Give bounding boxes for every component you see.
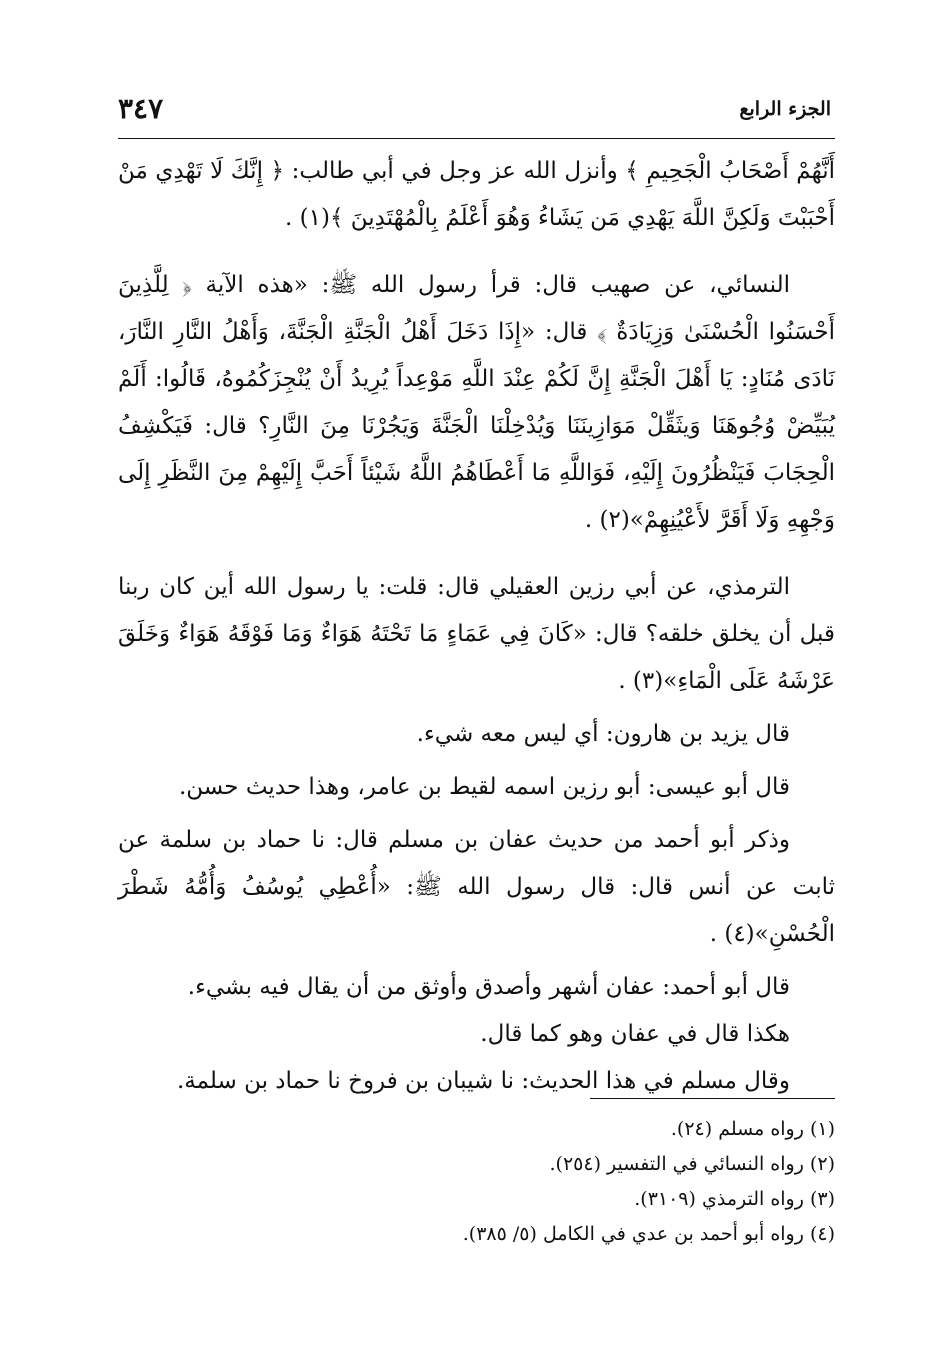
paragraph-abu-ahmad-comment: قال أبو أحمد: عفان أشهر وأصدق وأوثق من أن يقال فيه بشيء.	[187, 974, 790, 1000]
paragraph-muslim-chain: وقال مسلم في هذا الحديث: نا شيبان بن فروخ نا حماد بن سلمة.	[176, 1068, 790, 1094]
paragraph-abu-ahmad-hadith: وذكر أبو أحمد من حديث عفان بن مسلم قال: نا حماد بن سلمة عن ثابت عن أنس قال: قال رسول الله ﷺ: «أُعْطِي يُوسُفُ وَأُمُّهُ شَطْرَ الْحُسْنِ»(٤) .	[118, 827, 835, 947]
paragraph-yazid-comment: قال يزيد بن هارون: أي ليس معه شيء.	[416, 721, 790, 747]
paragraph-tirmidhi-hadith: الترمذي، عن أبي رزين العقيلي قال: قلت: يا رسول الله أين كان ربنا قبل أن يخلق خلقه؟ قال: «كَانَ فِي عَمَاءٍ مَا تَحْتَهُ هَوَاءٌ وَمَا فَوْقَهُ هَوَاءٌ وَخَلَقَ عَرْشَهُ عَلَى الْمَاءِ»(٣) .	[118, 574, 835, 694]
footnotes	[118, 1112, 835, 1252]
page-number: ٣٤٧	[118, 92, 164, 125]
footnote-4: (٤) رواه أبو أحمد بن عدي في الكامل (٥/ ٣٨٥).	[462, 1223, 835, 1245]
running-head: الجزء الرابع	[739, 98, 831, 120]
paragraph-author-comment: هكذا قال في عفان وهو كما قال.	[480, 1021, 790, 1047]
footnote-2: (٢) رواه النسائي في التفسير (٢٥٤).	[549, 1153, 835, 1175]
footnote-divider	[590, 1098, 835, 1099]
footnote-3: (٣) رواه الترمذي (٣١٠٩).	[634, 1188, 835, 1210]
page-header	[118, 92, 833, 132]
paragraph-abu-isa-comment: قال أبو عيسى: أبو رزين اسمه لقيط بن عامر، وهذا حديث حسن.	[178, 774, 790, 800]
page-body	[118, 148, 835, 1105]
paragraph-nasai-hadith: النسائي، عن صهيب قال: قرأ رسول الله ﷺ: «هذه الآية ﴿ لِلَّذِينَ أَحْسَنُوا الْحُسْنَىٰ وَزِيَادَةٌ ﴾ قال: «إِذَا دَخَلَ أَهْلُ الْجَنَّةِ الْجَنَّةَ، وَأَهْلُ النَّارِ النَّارَ، نَادَى مُنَادٍ: يَا أَهْلَ الْجَنَّةِ إِنَّ لَكُمْ عِنْدَ اللَّهِ مَوْعِداً يُرِيدُ أَنْ يُنْجِزَكُمُوهُ، قَالُوا: أَلَمْ يُبَيِّضْ وُجُوهَنَا وَيثَقِّلْ مَوَازِينَنَا وَيُدْخِلْنَا الْجَنَّةَ وَيَجُرْنَا مِنَ النَّارِ؟ قال: فَيَكْشِفُ الْحِجَابَ فَيَنْظُرُونَ إِلَيْهِ، فَوَاللَّهِ مَا أَعْطَاهُمُ اللَّهُ شَيْئاً أَحَبَّ إِلَيْهِمْ مِنَ النَّظَرِ إِلَى وَجْهِهِ وَلَا أَقَرَّ لأَعْيُنِهِمْ»(٢) .	[118, 272, 835, 533]
header-divider	[118, 138, 835, 139]
paragraph-quran-continuation: أَنَّهُمْ أَصْحَابُ الْجَحِيمِ ﴾ وأنزل الله عز وجل في أبي طالب: ﴿ إِنَّكَ لَا تَهْدِي مَنْ أَحْبَبْتَ وَلَكِنَّ اللَّهَ يَهْدِي مَن يَشَاءُ وَهُوَ أَعْلَمُ بِالْمُهْتَدِينَ ﴾(١) .	[118, 158, 835, 231]
footnote-1: (١) رواه مسلم (٢٤).	[670, 1118, 835, 1140]
